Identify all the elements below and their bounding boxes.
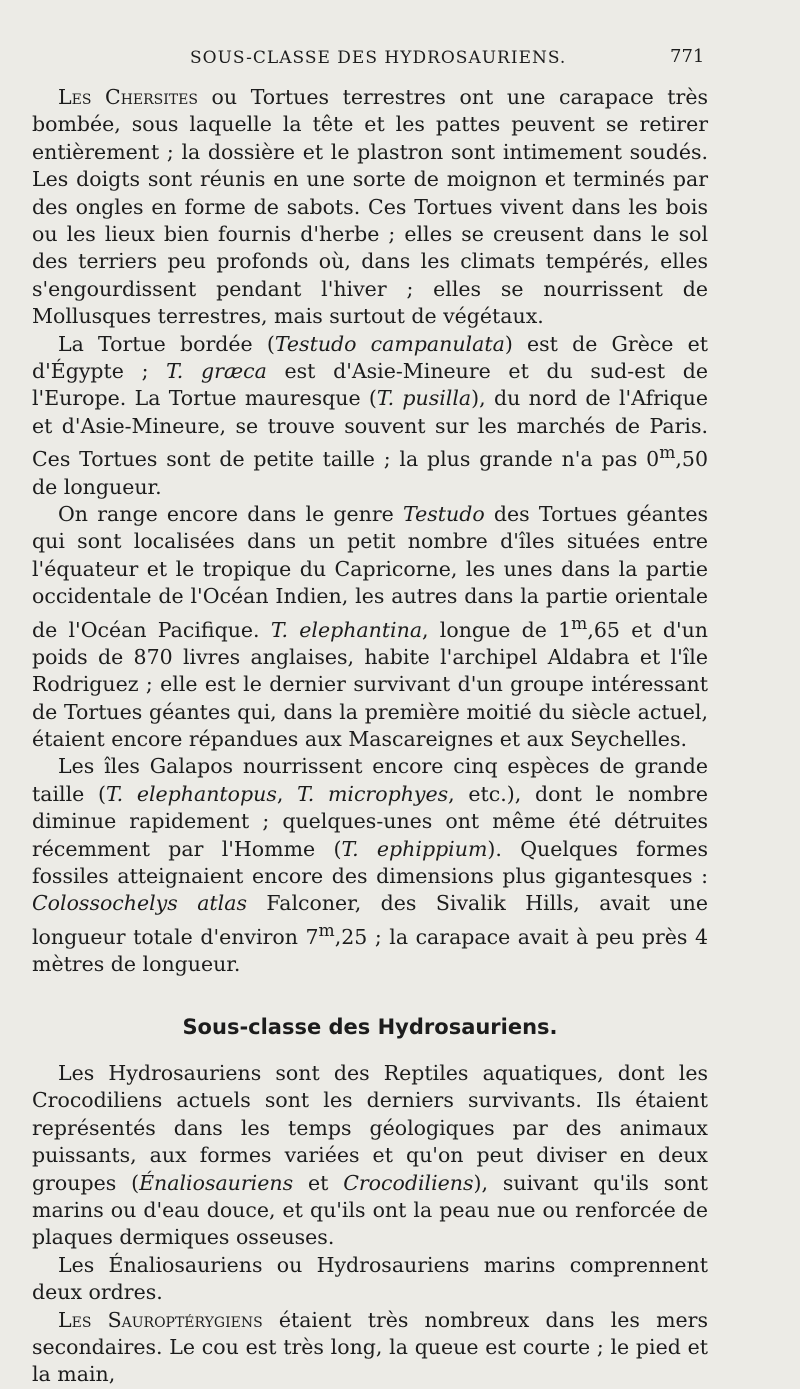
species-name: T. elephantina xyxy=(270,617,423,642)
genus-name: Testudo xyxy=(403,501,485,526)
species-name: T. ephippium xyxy=(341,836,488,861)
species-name: T. microphyes xyxy=(297,781,449,806)
species-name: Testudo campanulata xyxy=(274,331,505,356)
species-name: Colossochelys atlas xyxy=(32,891,247,916)
paragraph-sauropterygiens xyxy=(32,1307,708,1389)
section-heading: Sous-classe des Hydrosauriens. xyxy=(182,1015,558,1040)
text-run: , longue de 1 xyxy=(422,617,572,642)
unit-superscript: m xyxy=(318,920,335,941)
species-name: T. pusilla xyxy=(376,386,472,411)
text-run: ,50 de longueur. xyxy=(32,447,708,499)
text-run: , xyxy=(276,781,298,806)
smallcaps-term: Les Chersites xyxy=(58,85,198,109)
smallcaps-term: Les Sauroptérygiens xyxy=(58,1307,263,1332)
text-run: Les Hydrosauriens sont des Reptiles aquatiques, dont les Crocodiliens actuels sont les derniers survivants. Ils étaient représentés dans les temps géologiques par des animaux puissants, aux formes variées et qu'on peut diviser en deux groupes ( xyxy=(32,1060,708,1195)
text-run: des Tortues géantes qui sont localisées dans un petit nombre d'îles situées entre l'équateur et le tropique du Capricorne, les unes dans la partie occidentale de l'Océan Indien, les autres dans la partie orientale de l'Océan Pacifique. xyxy=(32,501,708,642)
text-run: ) est de Grèce et d'Égypte ; xyxy=(32,331,708,384)
paragraph-hydrosauriens xyxy=(32,1060,708,1252)
text-run: ). Quelques formes fossiles atteignaient encore des dimensions plus gigantesques : xyxy=(32,836,708,889)
paragraph-tortue-bordee xyxy=(32,331,708,501)
species-name: T. græca xyxy=(166,359,267,384)
paragraph-chersites xyxy=(32,84,708,331)
text-run: ,65 et d'un poids de 870 livres anglaises, habite l'archipel Aldabra et l'île Rodriguez ; elle est le dernier survivant d'un groupe intéressant de Tortues géantes qui, dans la première moitié du siècle actuel, étaient encore répandues aux Mascareignes et aux Seychelles. xyxy=(32,617,709,751)
paragraph-galapos xyxy=(32,753,708,978)
text-run: On range encore dans le genre xyxy=(58,501,404,526)
paragraph-text: ou Tortues terrestres ont une carapace très bombée, sous laquelle la tête et les pattes peuvent se retirer entièrement ; la dossière et le plastron sont intimement soudés. Les doigts sont réunis en une sorte de moignon et terminés par des ongles en forme de sabots. Ces Tortues vivent dans les bois ou les lieux bien fournis d'herbe ; elles se creusent dans le sol des terriers peu profonds où, dans les climats tempérés, elles s'engourdissent pendant l'hiver ; elles se nourrissent de Mollusques terrestres, mais surtout de végétaux. xyxy=(32,85,708,329)
paragraph-enaliosauriens: Les Énaliosauriens ou Hydrosauriens marins comprennent deux ordres. xyxy=(32,1252,708,1305)
body-text xyxy=(32,84,708,1389)
running-title: SOUS-CLASSE DES HYDROSAURIENS. xyxy=(190,48,567,68)
text-run: ), suivant qu'ils sont marins ou d'eau douce, et qu'ils ont la peau nue ou renforcée de plaques dermiques osseuses. xyxy=(32,1170,708,1250)
species-name: T. elephantopus xyxy=(105,781,277,806)
text-run: Les îles Galapos nourrissent encore cinq espèces de grande taille ( xyxy=(32,754,708,806)
unit-superscript: m xyxy=(659,443,676,464)
paragraph-text: étaient très nombreux dans les mers secondaires. Le cou est très long, la queue est courte ; le pied et la main, xyxy=(32,1307,708,1387)
text-run: , etc.), dont le nombre diminue rapidement ; quelques-unes ont même été détruites récemment par l'Homme ( xyxy=(32,781,708,861)
page-number: 771 xyxy=(670,46,705,67)
group-name: Énaliosauriens xyxy=(139,1170,294,1195)
paragraph-tortues-geantes xyxy=(32,501,708,753)
text-run: Falconer, des Sivalik Hills, avait une longueur totale d'environ 7 xyxy=(32,891,708,949)
text-run: La Tortue bordée ( xyxy=(58,331,275,356)
group-name: Crocodiliens xyxy=(343,1170,474,1195)
text-run: ), du nord de l'Afrique et d'Asie-Mineure, se trouve souvent sur les marchés de Paris. Ces Tortues sont de petite taille ; la plus grande n'a pas 0 xyxy=(32,386,708,472)
page-header xyxy=(0,44,800,74)
text-run: et xyxy=(293,1170,344,1195)
text-run: ,25 ; la carapace avait à peu près 4 mètres de longueur. xyxy=(32,924,708,977)
unit-superscript: m xyxy=(571,613,588,634)
text-run: est d'Asie-Mineure et du sud-est de l'Europe. La Tortue mauresque ( xyxy=(32,359,709,411)
